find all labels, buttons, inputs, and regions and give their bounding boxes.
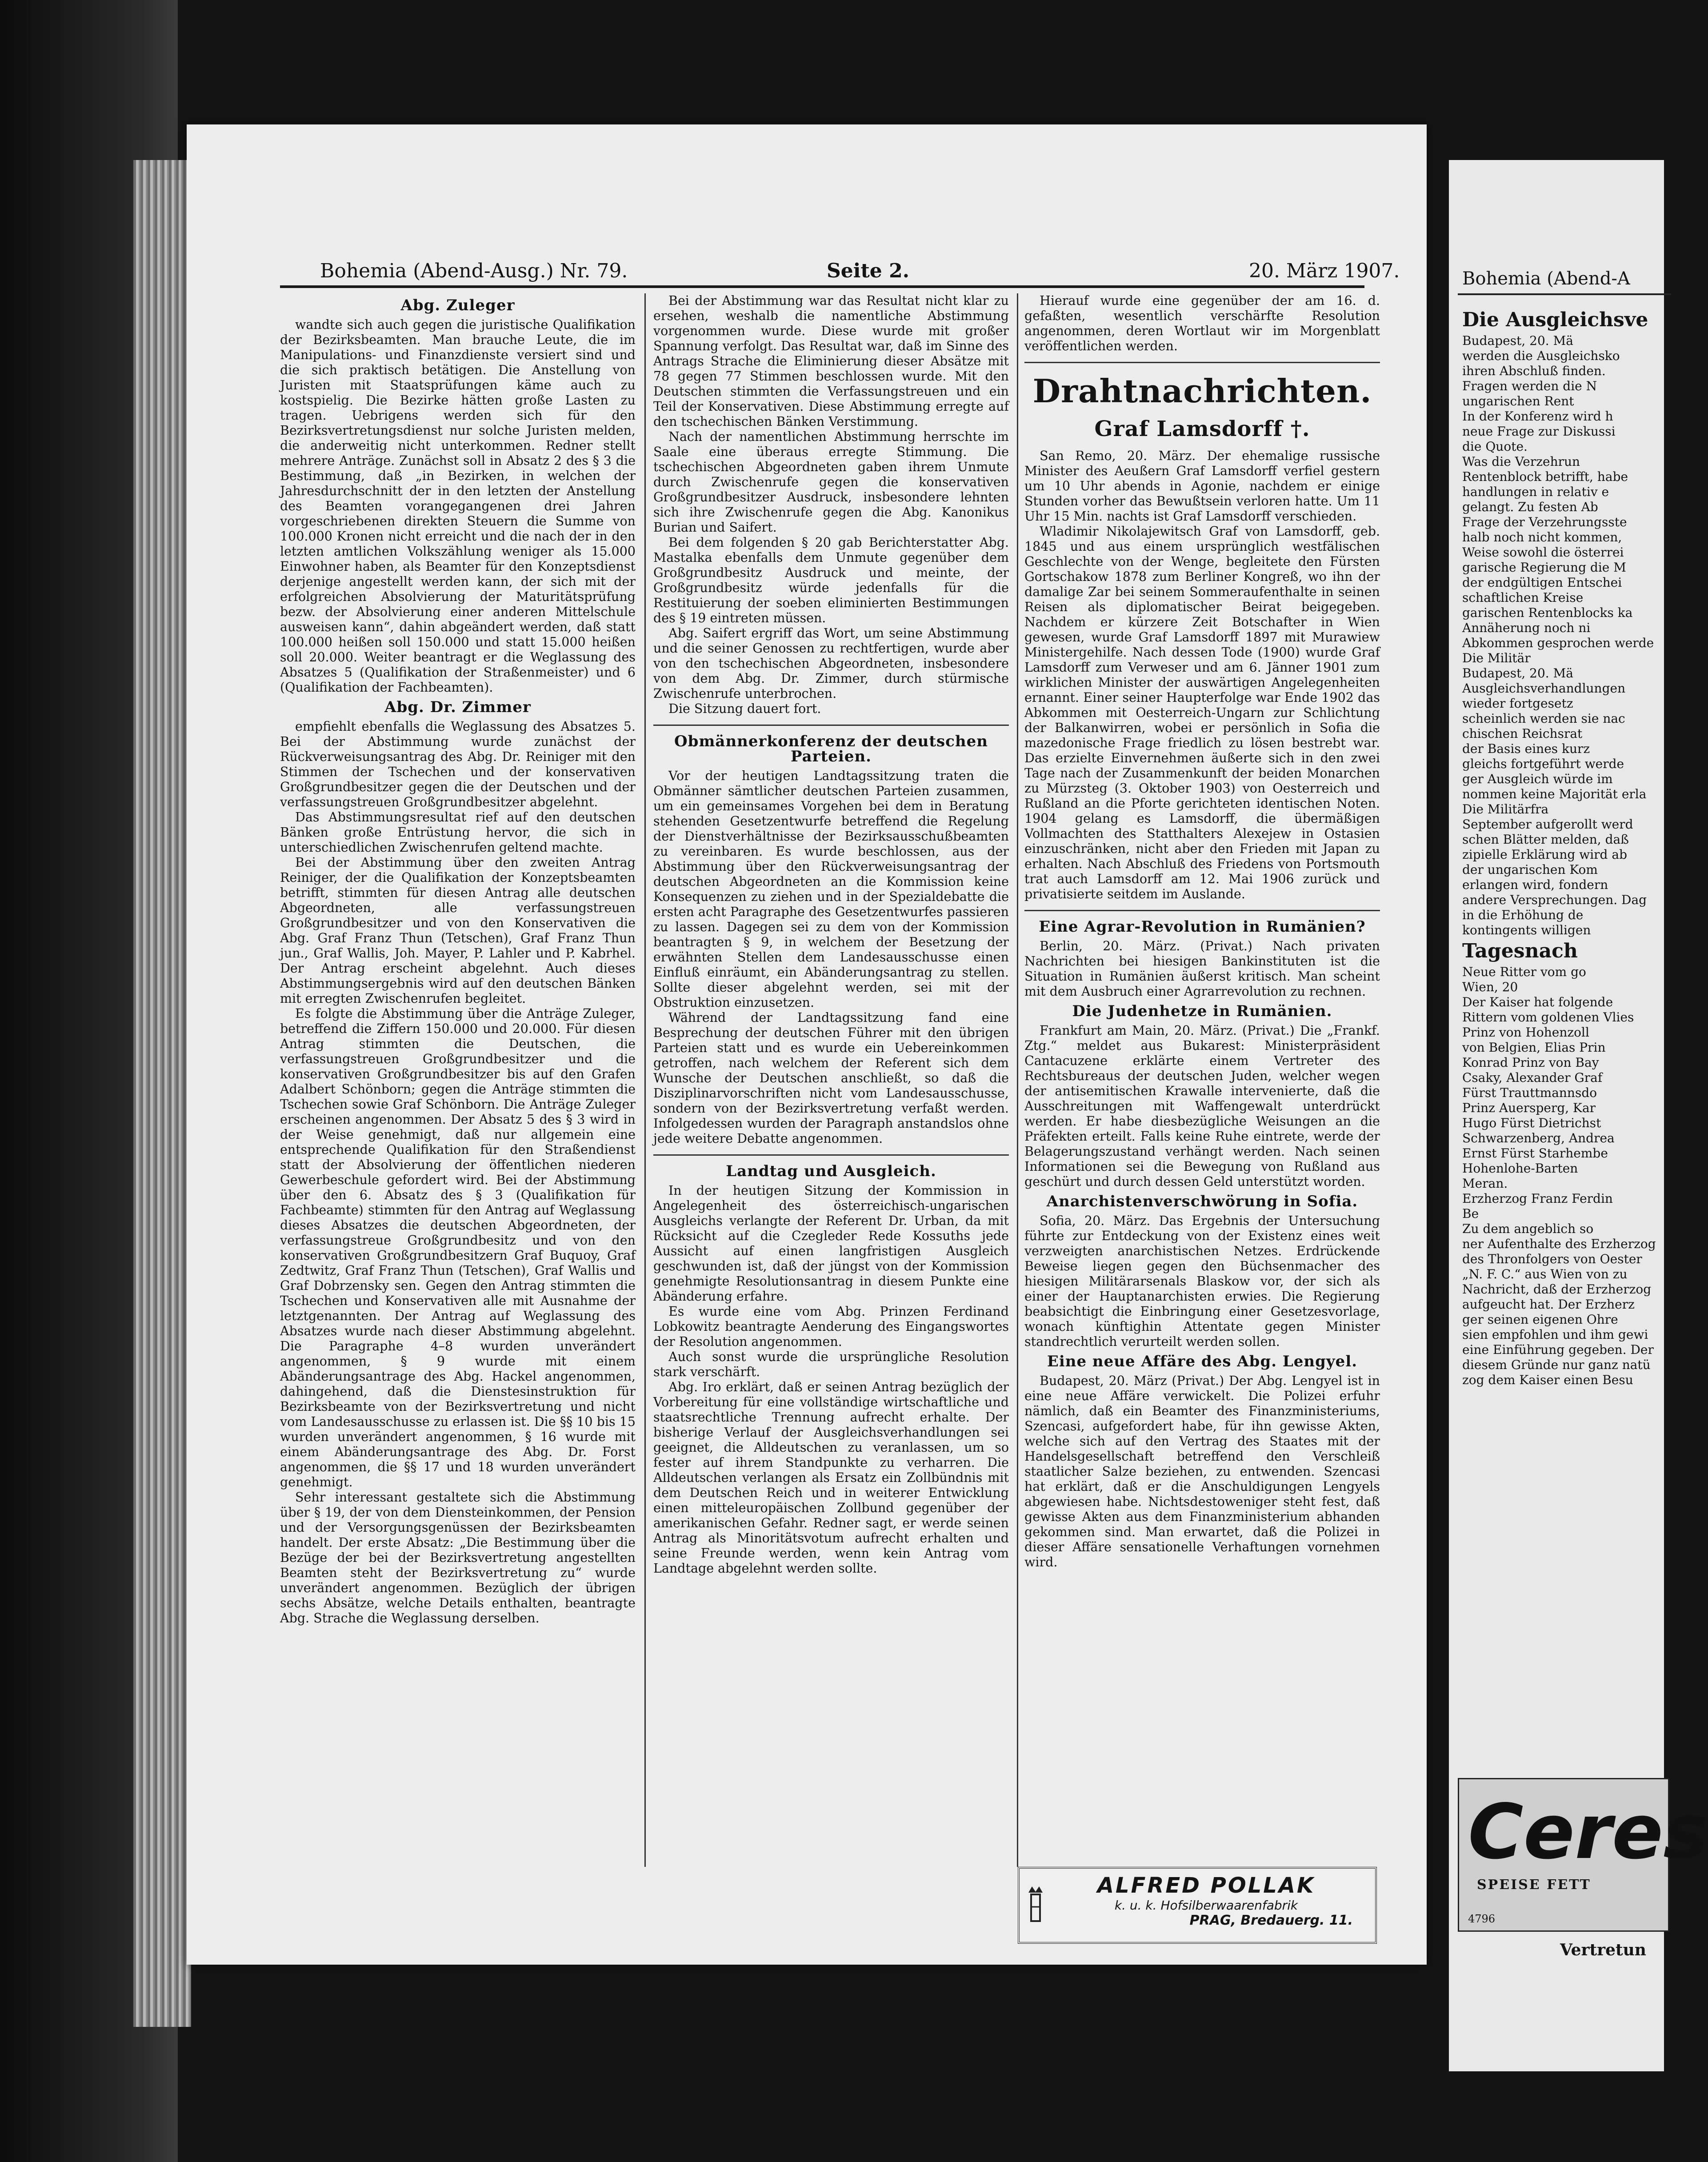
article-paragraph: In der heutigen Sitzung der Kommission in Angelegenheit des österreichisch-ungarischen Ausgleichs verlangte der Referent Dr. Urban, da mit Rücksicht auf die Czegleder Rede Kossuths jede Aussicht auf einen langfristigen Ausgleich geschwunden ist, daß der jüngst von der Kommission genehmigte Resolutionsantrag in diesem Punkte eine Abänderung erfahre. <box>653 1183 1009 1304</box>
next-page-line: chischen Reichsrat <box>1462 726 1583 741</box>
next-page-fragment <box>1449 160 1708 2071</box>
crown-emblem-icon <box>1026 1885 1045 1925</box>
next-page-line: September aufgerollt werd <box>1462 817 1633 832</box>
next-page-line: der Basis eines kurz <box>1462 741 1590 756</box>
next-page-line: Ernst Fürst Starhembe <box>1462 1146 1608 1161</box>
section-heading: Eine Agrar-Revolution in Rumänien? <box>1039 918 1366 936</box>
ad-company-name: ALFRED POLLAK <box>1097 1873 1316 1898</box>
next-page-line: Erzherzog Franz Ferdin <box>1462 1191 1613 1206</box>
next-page-line: gelangt. Zu festen Ab <box>1462 500 1598 514</box>
column-3 <box>1024 293 1380 1814</box>
section-rule <box>653 725 1009 726</box>
article-paragraph: Berlin, 20. März. (Privat.) Nach privaten Nachrichten bei hiesigen Bankinstituten ist die Situation in Rumänien äußerst kritisch. Man scheint mit dem Ausbruch einer Agrarrevolution zu rechnen. <box>1024 939 1380 999</box>
next-page-line: garischen Rentenblocks ka <box>1462 605 1633 620</box>
article-paragraph: Hierauf wurde eine gegenüber der am 16. d. gefaßten, wesentlich verschärfte Resolution angenommen, deren Wortlaut wir im Morgenblatt veröffentlichen werden. <box>1024 293 1380 353</box>
next-page-line: zog dem Kaiser einen Besu <box>1462 1373 1633 1387</box>
next-page-line: Was die Verzehrun <box>1462 454 1580 469</box>
next-page-line: Zu dem angeblich so <box>1462 1221 1594 1236</box>
article-paragraph: wandte sich auch gegen die juristische Qualifikation der Bezirksbeamten. Man brauche Leute, die im Manipulations- und Finanzdienste versiert sind und die sich praktisch betätigen. Die Anstellung von Juristen mit Staatsprüfungen käme auch zu kostspielig. Die Bezirke hätten große Lasten zu tragen. Uebrigens werden sich für den Bezirksvertretungsdienst nur solche Juristen melden, die anderweitig nicht unterkommen. Redner stellt mehrere Anträge. Zunächst soll in Absatz 2 des § 3 die Bestimmung, daß „in Bezirken, in welchen der Jahresdurchschnitt der in den letzten der Anstellung des Beamten vorangegangenen drei Jahren vorgeschriebenen direkten Steuern die Summe von 100.000 Kronen nicht erreicht und die nach der in den letzten amtlichen Volkszählung weniger als 15.000 Einwohner haben, als Beamter für den Konzeptsdienst derjenige angestellt werden kann, der sich mit der erfolgreichen Absolvierung der Maturitätsprüfung bezw. der Absolvierung einer anderen Mittelschule ausweisen kann“, dahin abgeändert werden, daß statt 100.000 heißen soll 150.000 und statt 15.000 heißen soll 20.000. Weiter beantragt er die Weglassung des Absatzes 5 (Qualifikation der Straßenmeister) und 6 (Qualifikation der Fachbeamten). <box>280 317 636 695</box>
next-page-text <box>1462 307 1656 1388</box>
next-page-rule <box>1458 293 1671 295</box>
next-page-line: ner Aufenthalte des Erzherzog <box>1462 1237 1656 1251</box>
pollak-advertisement <box>1018 1867 1377 1944</box>
ceres-brand: Ceres <box>1468 1788 1708 1876</box>
article-paragraph: Nach der namentlichen Abstimmung herrschte im Saale eine überaus erregte Stimmung. Die tschechischen Abgeordneten gaben ihrem Unmute durch Zwischenrufe gegen die konservativen Großgrundbesitzer Ausdruck, insbesondere lehnten sich ihre Zwischenrufe gegen die Abg. Kanonikus Burian und Saifert. <box>653 429 1009 535</box>
article-paragraph: Während der Landtagssitzung fand eine Besprechung der deutschen Führer mit den übrigen Parteien statt und es wurde ein Uebereinkommen getroffen, nach welchem der Referent sich dem Wunsche der Deutschen anschließt, so daß die Disziplinarvorschriften nicht vom Landesausschusse, sondern von der Bezirksvertretung verfaßt werden. Infolgedessen wurden der Paragraph anstandslos ohne jede weitere Debatte angenommen. <box>653 1010 1009 1146</box>
article-paragraph: Sehr interessant gestaltete sich die Abstimmung über § 19, der von dem Diensteinkommen, der Pension und der Versorgungsgenüssen der Bezirksbeamten handelt. Der erste Absatz: „Die Bestimmung über die Bezüge der bei der Bezirksvertretung angestellten Beamten steht der Bezirksvertretung zu“ wurde unverändert angenommen. Bezüglich der übrigen sechs Absätze, welche Details enthalten, beantragte Abg. Strache die Weglassung derselben. <box>280 1490 636 1626</box>
obituary-heading: Graf Lamsdorff †. <box>1094 416 1310 441</box>
article-paragraph: Sofia, 20. März. Das Ergebnis der Untersuchung führte zur Entdeckung von der Existenz eines weit verzweigten anarchistischen Netzes. Erdrückende Beweise liegen gegen den Büchsenmacher des hiesigen Militärarsenals Blaskow vor, der sich als einer der Hauptanarchisten erwies. Die Regierung beabsichtigt die Einbringung einer Gesetzesvorlage, wonach künftighin Attentate gegen Minister standrechtlich verurteilt werden sollen. <box>1024 1213 1380 1349</box>
section-heading: Anarchistenverschwörung in Sofia. <box>1046 1193 1358 1210</box>
article-paragraph: Abg. Iro erklärt, daß er seinen Antrag bezüglich der Vorbereitung für eine vollständige wirtschaftliche und staatsrechtliche Trennung aufrecht erhalte. Der bisherige Verlauf der Ausgleichsverhandlungen sei geeignet, die Alldeutschen zu veranlassen, um so fester auf ihrem Standpunkte zu verharren. Die Alldeutschen verlangen als Ersatz ein Zollbündnis mit dem Deutschen Reich und in weiterer Entwicklung einen mitteleuropäischen Zollbund gegenüber der amerikanischen Gefahr. Redner sagt, er werde seinen Antrag als Minoritätsvotum aufrecht erhalten und seine Freunde werden, wenn kein Antrag vom Landtage abgelehnt werden sollte. <box>653 1380 1009 1576</box>
next-page-line: Be <box>1462 1206 1479 1221</box>
next-page-line: des Thronfolgers von Oester <box>1462 1252 1642 1266</box>
article-paragraph: Bei der Abstimmung über den zweiten Antrag Reiniger, der die Qualifikation der Konzeptsbeamten betrifft, stimmten für diesen Antrag alle deutschen Abgeordneten, alle verfassungstreuen Großgrundbesitzer und von den Konservativen die Abg. Graf Franz Thun (Tetschen), Graf Franz Thun jun., Graf Wallis, Joh. Mayer, P. Lahler und P. Kabrhel. Der Antrag erscheint abgelehnt. Auch dieses Abstimmungsergebnis wird auf den deutschen Bänken mit erregten Zwischenrufen begleitet. <box>280 855 636 1006</box>
next-page-line: eine Einführung gegeben. Der <box>1462 1342 1654 1357</box>
next-page-line: Annäherung noch ni <box>1462 621 1591 635</box>
next-page-line: andere Versprechungen. Dag <box>1462 893 1647 907</box>
next-page-line: Budapest, 20. Mä <box>1462 666 1573 681</box>
next-page-line: „N. F. C.“ aus Wien von zu <box>1462 1267 1628 1281</box>
article-paragraph: Frankfurt am Main, 20. März. (Privat.) Die „Frankf. Ztg.“ meldet aus Bukarest: Ministerpräsident Cantacuzene erklärte einem Vertreter des Rechtsbureaus der deutschen Juden, welcher wegen der antisemitischen Krawalle intervenierte, daß die Ausschreitungen mit Waffengewalt unterdrückt werden. Er habe diesbezügliche Weisungen an die Präfekten erteilt. Falls keine Ruhe eintrete, werde der Belagerungszustand verhängt werden. Nach seinen Informationen sei die Bewegung von Rußland aus geschürt und durch dessen Geld unterstützt worden. <box>1024 1023 1380 1189</box>
next-page-line: Weise sowohl die österrei <box>1462 545 1624 560</box>
article-paragraph: Abg. Saifert ergriff das Wort, um seine Abstimmung und die seiner Genossen zu rechtfertigen, wurde aber von den tschechischen Abgeordneten, insbesondere von dem Abg. Dr. Zimmer, durch stürmische Zwischenrufe unterbrochen. <box>653 626 1009 701</box>
next-page-line: Abkommen gesprochen werde <box>1462 636 1654 650</box>
next-page-line: Meran. <box>1462 1176 1508 1191</box>
ad-company-type: k. u. k. Hofsilberwaarenfabrik <box>1114 1898 1298 1913</box>
article-paragraph: Auch sonst wurde die ursprüngliche Resolution stark verschärft. <box>653 1349 1009 1379</box>
ceres-subtitle: SPEISE FETT <box>1477 1877 1591 1893</box>
next-page-line: sien empfohlen und ihm gewi <box>1462 1327 1648 1342</box>
next-page-line: wieder fortgesetz <box>1462 696 1573 711</box>
next-page-line: Neue Ritter vom go <box>1462 965 1586 979</box>
section-heading: Obmännerkonferenz der deutschen Parteien. <box>674 733 988 765</box>
next-page-line: Hugo Fürst Dietrichst <box>1462 1116 1601 1130</box>
next-page-line: neue Frage zur Diskussi <box>1462 424 1616 439</box>
next-page-line: Rittern vom goldenen Vlies <box>1462 1010 1634 1025</box>
section-rule <box>1024 362 1380 363</box>
issue-date: 20. März 1907. <box>1249 260 1400 282</box>
next-page-line: handlungen in relativ e <box>1462 484 1609 499</box>
next-page-line: Der Kaiser hat folgende <box>1462 995 1613 1009</box>
next-page-line: ihren Abschluß finden. <box>1462 364 1606 378</box>
next-page-line: der ungarischen Kom <box>1462 862 1598 877</box>
next-page-line: Nachricht, daß der Erzherzog <box>1462 1282 1652 1297</box>
section-rule <box>1024 910 1380 911</box>
article-paragraph: Es folgte die Abstimmung über die Anträge Zuleger, betreffend die Ziffern 150.000 und 20.000. Für diesen Antrag stimmten die Deutschen, die verfassungstreuen Großgrundbesitzer und die konservativen Großgrundbesitzer bis auf den Grafen Adalbert Schönborn; gegen die Anträge stimmten die Tschechen sowie Graf Schönborn. Die Anträge Zuleger erscheinen angenommen. Der Absatz 5 des § 3 wird in der Weise genehmigt, daß nur allgemein eine entsprechende Qualifikation für den Straßendienst statt der Absolvierung der öffentlichen niederen Gewerbeschule gefordert wird. Bei der Abstimmung über den 6. Absatz des § 3 (Qualifikation für Fachbeamte) stimmten für den Antrag auf Weglassung dieses Absatzes die deutschen Abgeordneten, der verfassungstreue Großgrundbesitz und von den konservativen Großgrundbesitzern Graf Buquoy, Graf Zedtwitz, Graf Franz Thun (Tetschen), Graf Wallis und Graf Dobrzensky sen. Gegen den Antrag stimmten die Tschechen und Konservativen alle mit Ausnahme der letztgenannten. Der Antrag auf Weglassung des Absatzes wurde nach dieser Abstimmung abgelehnt. Die Paragraphe 4–8 wurden unverändert angenommen, § 9 wurde mit einem Abänderungsantrage des Abg. Hackel angenommen, dahingehend, daß die Dienstesinstruktion für Bezirksbeamte von der Bezirksvertretung und nicht vom Landesausschusse zu erlassen ist. Die §§ 10 bis 15 wurden unverändert angenommen, § 16 wurde mit einem Abänderungsantrage des Abg. Dr. Forst angenommen, die §§ 17 und 18 wurden unverändert genehmigt. <box>280 1006 636 1489</box>
article-paragraph: Es wurde eine vom Abg. Prinzen Ferdinand Lobkowitz beantragte Aenderung des Eingangswortes der Resolution angenommen. <box>653 1304 1009 1349</box>
section-rule <box>653 1154 1009 1156</box>
section-heading: Eine neue Affäre des Abg. Lengyel. <box>1047 1353 1358 1370</box>
next-page-line: die Quote. <box>1462 439 1528 454</box>
next-page-line: Ausgleichsverhandlungen <box>1462 681 1626 696</box>
next-page-line: zipielle Erklärung wird ab <box>1462 847 1627 862</box>
next-page-title: Bohemia (Abend-A <box>1462 268 1630 289</box>
next-page-line: In der Konferenz wird h <box>1462 409 1613 424</box>
next-page-line: ungarischen Rent <box>1462 394 1574 408</box>
next-page-line: erlangen wird, fondern <box>1462 877 1608 892</box>
paper-title: Bohemia (Abend-Ausg.) Nr. 79. <box>320 260 628 282</box>
article-paragraph: Wladimir Nikolajewitsch Graf von Lamsdorff, geb. 1845 und aus einem ursprünglich westfälischen Geschlechte von der Wenge, begleitete den Fürsten Gortschakow 1878 zum Berliner Kongreß, wo ihn der damalige Zar bei seinem Sommeraufenthalte in seinen Reisen als diplomatischer Beirat beigegeben. Nachdem er kürzere Zeit Botschafter in Wien gewesen, wurde Graf Lamsdorff 1897 mit Murawiew Ministergehilfe. Nach dessen Tode (1900) wurde Graf Lamsdorff zum Verweser und am 6. Jänner 1901 zum wirklichen Minister der auswärtigen Angelegenheiten ernannt. Einer seiner Haupterfolge war Ende 1902 das Abkommen mit Oesterreich-Ungarn zur Schlichtung der Balkanwirren, wobei er persönlich in Sofia die mazedonische Frage friedlich zu lösen bestrebt war. Das erzielte Einvernehmen äußerte sich in den zwei Tage nach der Zusammenkunft der beiden Monarchen zu Mürzsteg (3. Oktober 1903) von Oesterreich und Rußland an die Pforte gerichteten identischen Noten. 1904 gelang es Lamsdorff, die übermäßigen Vollmachten des Statthalters Alexejew in Ostasien einzuschränken, nicht aber den Frieden mit Japan zu erhalten. Nach Abschluß des Friedens von Portsmouth trat auch Lamsdorff am 12. Mai 1906 zurück und privatisierte seitdem im Auslande. <box>1024 524 1380 901</box>
column-2 <box>653 293 1009 1867</box>
next-page-line: halb noch nicht kommen, <box>1462 530 1622 545</box>
next-page-line: Die Militär <box>1462 651 1531 665</box>
next-page-line: von Belgien, Elias Prin <box>1462 1040 1606 1055</box>
next-page-line: Schwarzenberg, Andrea <box>1462 1131 1615 1145</box>
next-page-line: schaftlichen Kreise <box>1462 590 1584 605</box>
next-page-line: diesem Gründe nur ganz natü <box>1462 1357 1651 1372</box>
next-page-line: der endgültigen Entschei <box>1462 575 1622 590</box>
next-page-line: Wien, 20 <box>1462 980 1518 994</box>
next-page-line: Tagesnach <box>1462 940 1578 962</box>
article-paragraph: Das Abstimmungsresultat rief auf den deutschen Bänken große Entrüstung hervor, die sich in unterschiedlichen Zwischenrufen geltend machte. <box>280 810 636 855</box>
wire-news-heading: Drahtnachrichten. <box>1032 372 1372 410</box>
article-paragraph: Bei dem folgenden § 20 gab Berichterstatter Abg. Mastalka ebenfalls dem Unmute gegenüber dem Großgrundbesitz Ausdruck und meinte, der Großgrundbesitz würde jedenfalls für die Restituierung der soeben eliminierten Bestimmungen des § 19 eintreten müssen. <box>653 535 1009 625</box>
section-heading: Die Judenhetze in Rumänien. <box>1072 1002 1332 1020</box>
next-page-line: garische Regierung die M <box>1462 560 1626 575</box>
column-rule-1 <box>644 293 646 1867</box>
next-page-line: aufgeucht hat. Der Erzherz <box>1462 1297 1635 1312</box>
ceres-advertisement <box>1458 1778 1708 1932</box>
next-page-line: kontingents willigen <box>1462 923 1591 937</box>
section-heading: Landtag und Ausgleich. <box>726 1162 936 1180</box>
next-page-line: Frage der Verzehrungsste <box>1462 515 1627 529</box>
page-number: Seite 2. <box>827 260 910 282</box>
article-paragraph: San Remo, 20. März. Der ehemalige russische Minister des Aeußern Graf Lamsdorff verfiel gestern um 10 Uhr abends in Agonie, nachdem er einige Stunden vorher das Bewußtsein verloren hatte. Um 11 Uhr 15 Min. nachts ist Graf Lamsdorff verschieden. <box>1024 448 1380 524</box>
next-page-line: Prinz von Hohenzoll <box>1462 1025 1589 1040</box>
next-page-line: Csaky, Alexander Graf <box>1462 1070 1603 1085</box>
column-rule-2 <box>1017 293 1018 1867</box>
section-heading: Abg. Zuleger <box>400 296 515 314</box>
ceres-number: 4796 <box>1468 1913 1496 1925</box>
next-page-line: scheinlich werden sie nac <box>1462 711 1625 726</box>
ad-address: PRAG, Bredauerg. 11. <box>1189 1913 1353 1928</box>
article-paragraph: Die Sitzung dauert fort. <box>668 701 821 716</box>
book-binding-edge <box>133 160 191 2027</box>
next-page-line: Hohenlohe-Barten <box>1462 1161 1578 1176</box>
next-page-line: Prinz Auersperg, Kar <box>1462 1101 1596 1115</box>
next-page-line: Fragen werden die N <box>1462 379 1597 393</box>
next-page-line: ger Ausgleich würde im <box>1462 772 1613 786</box>
article-paragraph: Bei der Abstimmung war das Resultat nicht klar zu ersehen, weshalb die namentliche Abstimmung vorgenommen wurde. Diese wurde mit großer Spannung verfolgt. Das Resultat war, daß im Sinne des Antrags Strache die Eliminierung dieser Absätze mit 78 gegen 77 Stimmen beschlossen wurde. Mit den Deutschen stimmten die Verfassungstreuen und ein Teil der Konservativen. Diese Abstimmung erregte auf den tschechischen Bänken Verstimmung. <box>653 293 1009 429</box>
next-page-line: in die Erhöhung de <box>1462 908 1584 922</box>
next-page-line: Rentenblock betrifft, habe <box>1462 469 1628 484</box>
article-paragraph: Budapest, 20. März (Privat.) Der Abg. Lengyel ist in eine neue Affäre verwickelt. Die Polizei erfuhr nämlich, daß ein Beamter des Finanzministeriums, Szencasi, aufgefordert habe, für ihn gewisse Akten, welche sich auf den Vertrag des Staates mit der Handelsgesellschaft betreffend den Verschleiß staatlicher Salze beziehen, zu entwenden. Szencasi hat erklärt, daß er die Anschuldigungen Lengyels abgewiesen habe. Nichtsdestoweniger steht fest, daß gewisse Akten aus dem Finanzministerium abhanden gekommen sind. Man erwartet, daß die Polizei in dieser Affäre sensationelle Verhaftungen vornehmen wird. <box>1024 1373 1380 1569</box>
next-page-line: ger seinen eigenen Ohre <box>1462 1312 1618 1327</box>
article-paragraph: Vor der heutigen Landtagssitzung traten die Obmänner sämtlicher deutschen Parteien zusammen, um ein gemeinsames Vorgehen bei dem in Beratung stehenden Gesetzentwurfe betreffend die Regelung der Dienstverhältnisse der Bezirksausschußbeamten zu vereinbaren. Es wurde beschlossen, aus der Abstimmung über den Rückverweisungsantrag der deutschen Abgeordneten an die Kommission keine Konsequenzen zu ziehen und in der Spezialdebatte die ersten acht Paragraphe des Gesetzentwurfes passieren zu lassen. Dagegen sei zu dem von der Kommission beantragten § 9, in welchem der Besetzung der erwähnten Stellen dem Landesausschusse einen Einfluß einräumt, ein Abänderungsantrag zu stellen. Sollte dieser abgelehnt werden, sei mit der Obstruktion einzusetzen. <box>653 769 1009 1010</box>
next-page-line: Die Ausgleichsve <box>1462 308 1648 331</box>
next-page-line: nommen keine Majorität erla <box>1462 787 1647 801</box>
next-page-line: Konrad Prinz von Bay <box>1462 1055 1599 1070</box>
article-paragraph: empfiehlt ebenfalls die Weglassung des Absatzes 5. Bei der Abstimmung wurde zunächst der Rückverweisungsantrag des Abg. Dr. Reiniger mit den Stimmen der Tschechen und der konservativen Großgrundbesitzer gegen die der Deutschen und der verfassungstreuen Großgrundbesitzer abgelehnt. <box>280 719 636 809</box>
column-1 <box>280 293 636 1867</box>
next-page-line: schen Blätter melden, daß <box>1462 832 1629 847</box>
next-page-line: Fürst Trauttmannsdo <box>1462 1085 1597 1100</box>
next-page-line: werden die Ausgleichsko <box>1462 348 1620 363</box>
newspaper-page <box>187 124 1427 1965</box>
next-page-line: gleichs fortgeführt werde <box>1462 757 1624 771</box>
next-page-line: Die Militärfra <box>1462 802 1549 817</box>
section-heading: Abg. Dr. Zimmer <box>384 698 531 716</box>
header-rule <box>280 285 1364 288</box>
next-page-footer: Vertretun <box>1560 1941 1646 1959</box>
next-page-line: Budapest, 20. Mä <box>1462 333 1573 348</box>
